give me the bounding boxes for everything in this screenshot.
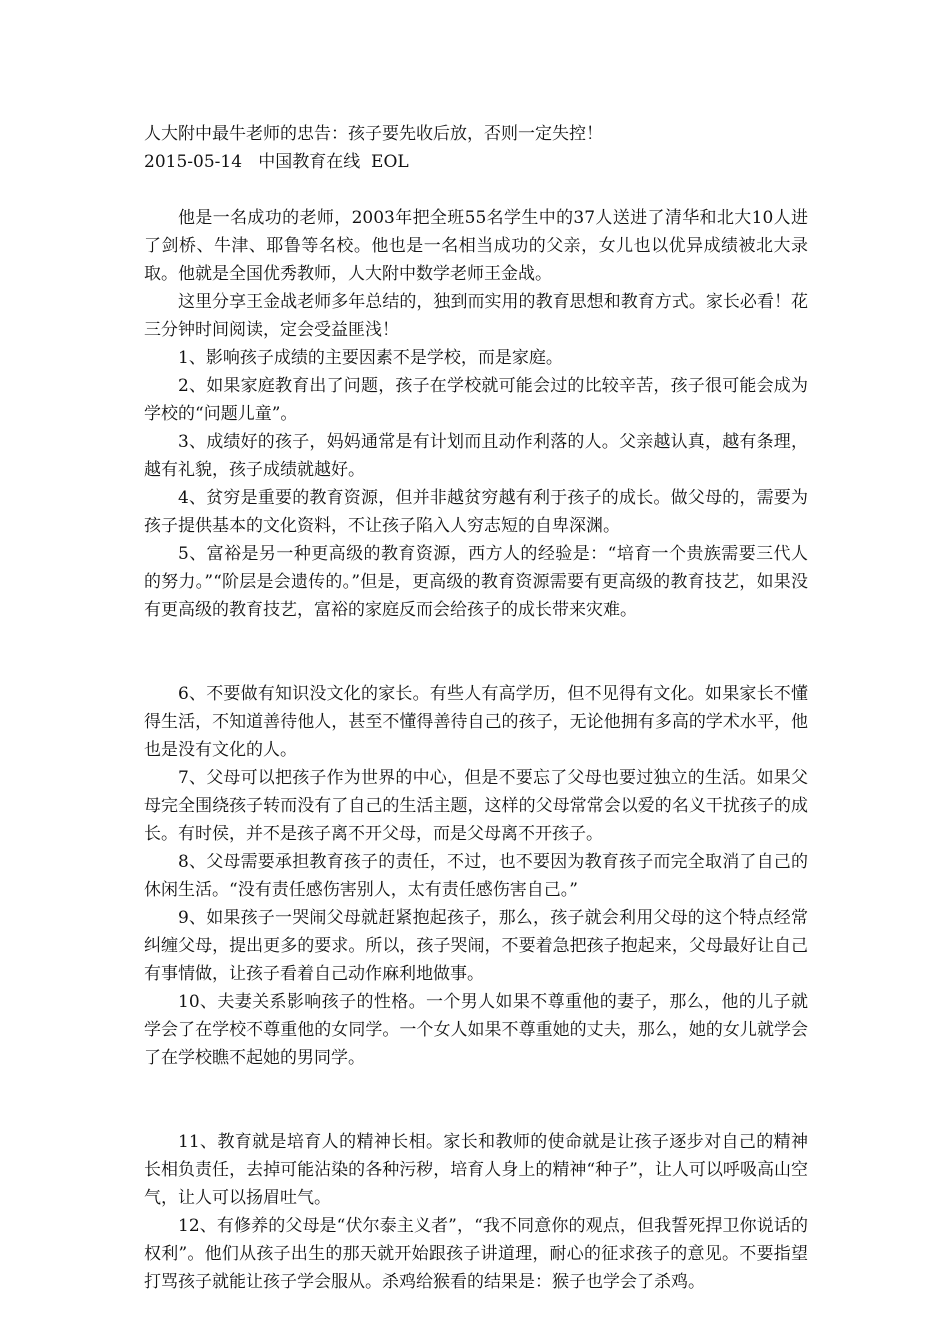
section-gap [144,624,808,680]
paragraph: 10、夫妻关系影响孩子的性格。一个男人如果不尊重他的妻子，那么，他的儿子就学会了在学校不尊重他的女同学。一个女人如果不尊重她的丈夫，那么，她的女儿就学会了在学校瞧不起她的男同学。 [144,992,808,1068]
paragraph: 7、父母可以把孩子作为世界的中心，但是不要忘了父母也要过独立的生活。如果父母完全围绕孩子转而没有了自己的生活主题，这样的父母常常会以爱的名义干扰孩子的成长。有时侯，并不是孩子离不开父母，而是父母离不开孩子。 [144,768,808,844]
paragraph: 这里分享王金战老师多年总结的，独到而实用的教育思想和教育方式。家长必看！花三分钟时间阅读，定会受益匪浅！ [144,292,808,340]
article-title: 人大附中最牛老师的忠告：孩子要先收后放，否则一定失控！ [144,124,603,144]
paragraph: 3、成绩好的孩子，妈妈通常是有计划而且动作利落的人。父亲越认真，越有条理，越有礼貌，孩子成绩就越好。 [144,432,808,480]
document-page [144,120,808,1296]
paragraph: 4、贫穷是重要的教育资源，但并非越贫穷越有利于孩子的成长。做父母的，需要为孩子提供基本的文化资料，不让孩子陷入人穷志短的自卑深渊。 [144,488,808,536]
paragraph: 9、如果孩子一哭闹父母就赶紧抱起孩子，那么，孩子就会利用父母的这个特点经常纠缠父母，提出更多的要求。所以，孩子哭闹，不要着急把孩子抱起来，父母最好让自己有事情做，让孩子看着自己动作麻利地做事。 [144,908,808,984]
paragraph: 11、教育就是培育人的精神长相。家长和教师的使命就是让孩子逐步对自己的精神长相负责任，去掉可能沾染的各种污秽，培育人身上的精神“种子”，让人可以呼吸高山空气，让人可以扬眉吐气。 [144,1132,808,1208]
paragraph: 他是一名成功的老师，2003年把全班55名学生中的37人送进了清华和北大10人进了剑桥、牛津、耶鲁等名校。他也是一名相当成功的父亲，女儿也以优异成绩被北大录取。他就是全国优秀教师，人大附中数学老师王金战。 [144,208,808,284]
paragraph: 12、有修养的父母是“伏尔泰主义者”，“我不同意你的观点，但我誓死捍卫你说话的权利”。他们从孩子出生的那天就开始跟孩子讲道理，耐心的征求孩子的意见。不要指望打骂孩子就能让孩子学会服从。杀鸡给猴看的结果是：猴子也学会了杀鸡。 [144,1216,808,1292]
section-1 [144,204,808,624]
paragraph: 1、影响孩子成绩的主要因素不是学校，而是家庭。 [178,348,563,368]
spacer [144,176,808,204]
paragraph: 6、不要做有知识没文化的家长。有些人有高学历，但不见得有文化。如果家长不懂得生活，不知道善待他人，甚至不懂得善待自己的孩子，无论他拥有多高的学术水平，他也是没有文化的人。 [144,684,808,760]
paragraph: 2、如果家庭教育出了问题，孩子在学校就可能会过的比较辛苦，孩子很可能会成为学校的“问题儿童”。 [144,376,808,424]
section-gap [144,1072,808,1128]
article-meta: 2015-05-14 中国教育在线 EOL [144,152,409,172]
paragraph: 8、父母需要承担教育孩子的责任，不过，也不要因为教育孩子而完全取消了自己的休闲生活。“没有责任感伤害别人，太有责任感伤害自己。” [144,852,808,900]
paragraph: 5、富裕是另一种更高级的教育资源，西方人的经验是：“培育一个贵族需要三代人的努力。”“阶层是会遗传的。”但是，更高级的教育资源需要有更高级的教育技艺，如果没有更高级的教育技艺，富裕的家庭反而会给孩子的成长带来灾难。 [144,544,808,620]
section-3 [144,1128,808,1296]
section-2 [144,680,808,1072]
